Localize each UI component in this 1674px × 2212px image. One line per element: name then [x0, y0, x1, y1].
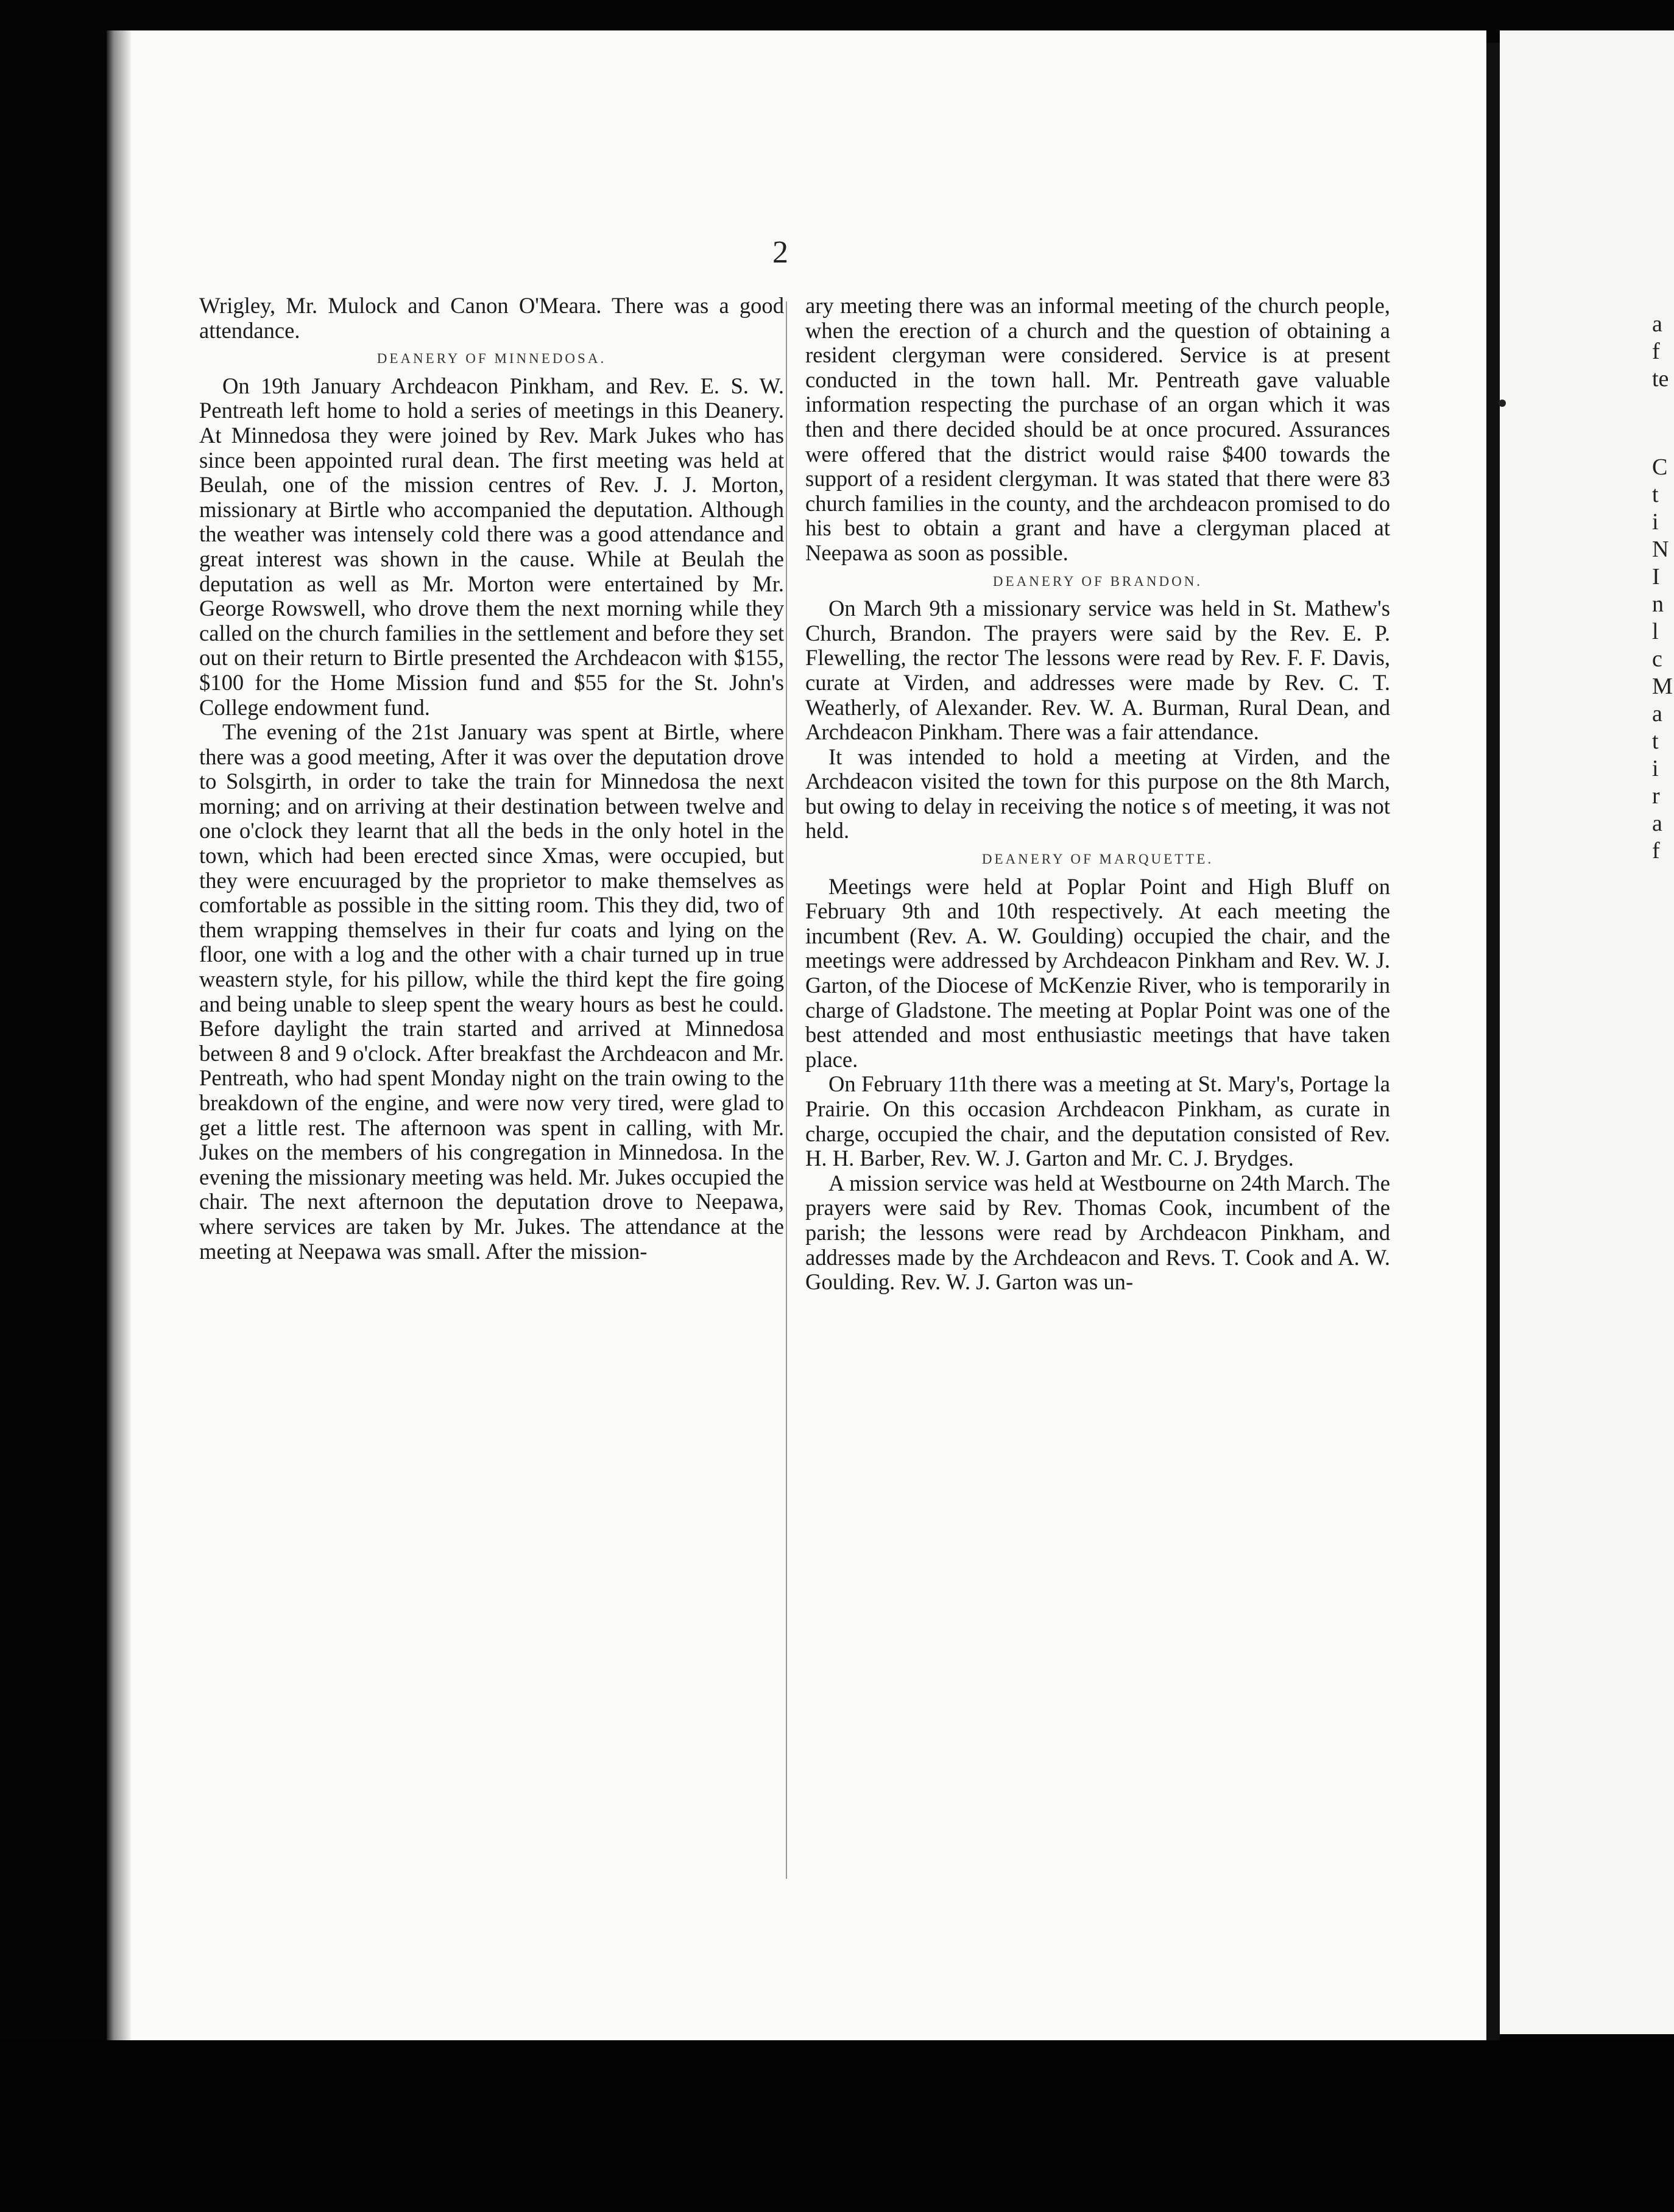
- paragraph: Meetings were held at Poplar Point and High Bluff on February 9th and 10th respectively. At each meeting the incumbent (Rev. A. W. Goulding) occupied the chair, and the meetings were addressed by Archdeacon Pinkham and Rev. W. J. Garton, of the Diocese of McKenzie River, who is temporarily in charge of Gladstone. The meeting at Poplar Point was one of the best attended and most enthusiastic meetings that have taken place.: [805, 873, 1390, 1072]
- adjacent-page-fragment: t: [1652, 482, 1659, 507]
- adjacent-page-fragment: I: [1652, 564, 1660, 590]
- adjacent-page-fragment: a: [1652, 811, 1662, 836]
- paragraph: Wrigley, Mr. Mulock and Canon O'Meara. There was a good attendance.: [199, 293, 784, 343]
- adjacent-page-fragment: r: [1652, 783, 1660, 809]
- paragraph: On February 11th there was a meeting at St. Mary's, Portage la Prairie. On this occasion Archdeacon Pinkham, as curate in charge, occupied the chair, and the deputation consisted of Rev. H. H. Barber, Rev. W. J. Garton and Mr. C. J. Brydges.: [805, 1071, 1390, 1171]
- paragraph: On 19th January Archdeacon Pinkham, and Rev. E. S. W. Pentreath left home to hold a series of meetings in this Deanery. At Minnedosa they were joined by Rev. Mark Jukes who has since been appointed rural dean. The first meeting was held at Beulah, one of the mission centres of Rev. J. J. Morton, missionary at Birtle who accompanied the deputation. Although the weather was intensely cold there was a good attendance and great interest was shown in the cause. While at Beulah the deputation as well as Mr. Morton were entertained by Mr. George Rowswell, who drove them the next morning while they called on the church families in the settlement and before they set out on their return to Birtle presented the Archdeacon with $155, $100 for the Home Mission fund and $55 for the St. John's College endowment fund.: [199, 373, 784, 720]
- adjacent-page-fragment: c: [1652, 646, 1662, 672]
- page-fold: [1486, 43, 1500, 2046]
- adjacent-page-fragment: a: [1652, 701, 1662, 727]
- paragraph: It was intended to hold a meeting at Virden, and the Archdeacon visited the town for this purpose on the 8th March, but owing to delay in receiving the notice s of meeting, it was not held.: [805, 744, 1390, 844]
- adjacent-page-fragment: t: [1652, 728, 1659, 754]
- section-heading: DEANERY OF BRANDON.: [992, 573, 1203, 589]
- adjacent-page-fragment: i: [1652, 756, 1659, 781]
- right-column: [805, 294, 1390, 1295]
- paragraph: A mission service was held at Westbourne on 24th March. The prayers were said by Rev. Thomas Cook, incumbent of the parish; the lessons were read by Archdeacon Pinkham, and addresses made by the Archdeacon and Revs. T. Cook and A. W. Goulding. Rev. W. J. Garton was un-: [805, 1170, 1390, 1295]
- page-edge-shadow: [107, 30, 131, 2040]
- section-heading: DEANERY OF MINNEDOSA.: [376, 351, 607, 367]
- ink-dot: [1499, 400, 1506, 407]
- adjacent-page-fragment: i: [1652, 509, 1659, 535]
- adjacent-page-fragment: f: [1652, 339, 1660, 364]
- paragraph: On March 9th a missionary service was held in St. Mathew's Church, Brandon. The prayers were said by the Rev. E. P. Flewelling, the rector The lessons were read by Rev. F. F. Davis, curate at Virden, and addresses were made by Rev. C. T. Weatherly, of Alexander. Rev. W. A. Burman, Rural Dean, and Archdeacon Pinkham. There was a fair attendance.: [805, 596, 1390, 745]
- adjacent-page-fragment: n: [1652, 591, 1664, 617]
- adjacent-page-fragment: N: [1652, 537, 1669, 562]
- adjacent-page-fragment: M: [1652, 674, 1673, 699]
- column-divider: [786, 301, 787, 1879]
- scan-bottom-border: [0, 2040, 1674, 2212]
- adjacent-page-fragment: l: [1652, 619, 1659, 644]
- left-column: [199, 294, 784, 1264]
- adjacent-page-fragment: C: [1652, 454, 1668, 480]
- adjacent-page-fragment: f: [1652, 838, 1660, 864]
- paragraph: ary meeting there was an informal meeting of the church people, when the erection of a church and the question of obtaining a resident clergyman were considered. Service is at present conducted in the town hall. Mr. Pentreath gave valuable information respecting the purchase of an organ which it was then and there decided should be at once procured. Assurances were offered that the district would raise $400 towards the support of a resident clergyman. It was stated that there were 83 church families in the county, and the archdeacon promised to do his best to obtain a grant and have a clergyman placed at Neepawa as soon as possible.: [805, 293, 1390, 565]
- page-number: 2: [772, 235, 788, 270]
- adjacent-page-fragment: te: [1652, 366, 1669, 392]
- adjacent-page: [1500, 30, 1674, 2034]
- paragraph: The evening of the 21st January was spent at Birtle, where there was a good meeting, After it was over the deputation drove to Solsgirth, in order to take the train for Minnedosa the next morning; and on arriving at their destination between twelve and one o'clock they learnt that all the beds in the only hotel in the town, which had been erected since Xmas, were occupied, but they were encuuraged by the proprietor to make themselves as comfortable as possible in the sitting room. This they did, two of them wrapping themselves in their fur coats and lying on the floor, one with a log and the other with a chair turned up in true weastern style, for his pillow, while the third kept the fire going and being unable to sleep spent the weary hours as best he could. Before daylight the train started and arrived at Minnedosa between 8 and 9 o'clock. After breakfast the Archdeacon and Mr. Pentreath, who had spent Monday night on the train owing to the breakdown of the engine, and were now very tired, were glad to get a little rest. The afternoon was spent in calling, with Mr. Jukes on the members of his congregation in Minnedosa. In the evening the missionary meeting was held. Mr. Jukes occupied the chair. The next afternoon the deputation drove to Neepawa, where services are taken by Mr. Jukes. The attendance at the meeting at Neepawa was small. After the mission-: [199, 719, 784, 1264]
- section-heading: DEANERY OF MARQUETTE.: [981, 851, 1214, 867]
- adjacent-page-fragment: a: [1652, 311, 1662, 337]
